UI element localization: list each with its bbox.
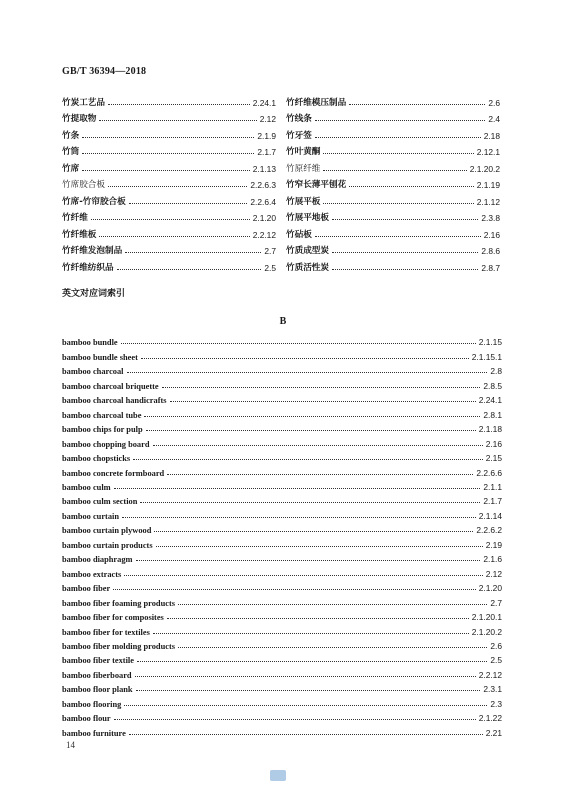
en-index-entry <box>62 391 502 405</box>
index-term: 竹纤维板 <box>62 229 97 240</box>
clause-number: 2.15 <box>485 453 502 464</box>
dot-leader <box>141 357 469 359</box>
dot-leader <box>146 429 476 431</box>
en-index-entry <box>62 564 502 578</box>
index-term: bamboo diaphragm <box>62 555 133 565</box>
dot-leader <box>114 718 476 720</box>
cn-index-entry <box>286 207 500 224</box>
page-number: 14 <box>66 740 75 750</box>
clause-number: 2.1.12 <box>476 196 500 207</box>
index-term: 竹纤维模压制品 <box>286 97 347 108</box>
en-index-entry <box>62 723 502 737</box>
clause-number: 2.1.15 <box>478 337 502 348</box>
clause-number: 2.2.12 <box>478 669 502 680</box>
dot-leader <box>178 646 487 648</box>
clause-number: 2.3.8 <box>481 213 500 223</box>
cn-index-entry <box>62 91 276 108</box>
index-term: bamboo charcoal <box>62 367 124 377</box>
clause-number: 2.8.5 <box>483 380 502 391</box>
dot-leader <box>113 588 476 590</box>
en-index-entry <box>62 535 502 549</box>
clause-number: 2.2.6.2 <box>476 525 502 536</box>
dot-leader <box>167 617 469 619</box>
clause-number: 2.1.6 <box>483 554 502 565</box>
cn-index-entry <box>62 240 276 257</box>
index-term: 竹炭工艺品 <box>62 97 105 108</box>
clause-number: 2.16 <box>485 438 502 449</box>
index-term: bamboo fiberboard <box>62 670 132 680</box>
en-index-entry <box>62 694 502 708</box>
cn-index-entry <box>286 108 500 125</box>
cn-index-entry <box>286 190 500 207</box>
index-term: bamboo fiber foaming products <box>62 598 175 608</box>
en-index-entry <box>62 376 502 390</box>
dot-leader <box>82 169 250 171</box>
watermark-logo <box>270 770 286 781</box>
en-index-entry <box>62 434 502 448</box>
english-index-title: 英文对应词索引 <box>62 289 126 299</box>
index-term: bamboo curtain <box>62 511 120 521</box>
dot-leader <box>129 733 483 735</box>
dot-leader <box>121 342 476 344</box>
clause-number: 2.6 <box>488 97 500 108</box>
clause-number: 2.8.6 <box>481 246 500 256</box>
clause-number: 2.5 <box>264 262 276 273</box>
dot-leader <box>122 516 476 518</box>
cn-index-entry <box>286 240 500 257</box>
cn-index-entry <box>286 91 500 108</box>
dot-leader <box>167 473 473 475</box>
dot-leader <box>108 185 247 187</box>
index-term: bamboo curtain products <box>62 540 153 550</box>
index-term: 竹质成型炭 <box>286 246 329 256</box>
cn-index-entry <box>286 141 500 158</box>
en-index-entry <box>62 593 502 607</box>
clause-number: 2.2.6.3 <box>250 180 276 190</box>
en-index-entry <box>62 651 502 665</box>
cn-index-entry <box>286 174 500 191</box>
dot-leader <box>332 218 478 220</box>
en-index-entry <box>62 420 502 434</box>
index-term: 竹牙签 <box>286 130 312 141</box>
clause-number: 2.1.20 <box>478 583 502 594</box>
en-index-entry <box>62 405 502 419</box>
en-index-entry <box>62 506 502 520</box>
index-term: bamboo furniture <box>62 728 126 738</box>
dot-leader <box>178 603 487 605</box>
dot-leader <box>117 268 262 270</box>
clause-number: 2.1.14 <box>478 510 502 521</box>
clause-number: 2.16 <box>483 229 500 240</box>
en-index-entry <box>62 362 502 376</box>
dot-leader <box>99 119 256 121</box>
index-term: bamboo chopsticks <box>62 454 131 464</box>
index-term: bamboo curtain plywood <box>62 526 152 536</box>
dot-leader <box>114 487 481 489</box>
cn-index-entry <box>62 124 276 141</box>
dot-leader <box>153 632 469 634</box>
clause-number: 2.1.20 <box>252 213 276 223</box>
clause-number: 2.7 <box>264 246 276 256</box>
clause-number: 2.18 <box>483 130 500 141</box>
index-term: 竹质活性炭 <box>286 262 329 273</box>
dot-leader <box>99 235 249 237</box>
en-index-entry <box>62 665 502 679</box>
clause-number: 2.1.20.1 <box>471 612 502 623</box>
dot-leader <box>315 136 481 138</box>
clause-number: 2.2.6.4 <box>250 196 276 207</box>
index-term: bamboo charcoal handicrafts <box>62 396 167 406</box>
clause-number: 2.1.20.2 <box>469 163 500 174</box>
cn-index-entry <box>286 256 500 273</box>
clause-number: 2.1.22 <box>478 713 502 724</box>
clause-number: 2.1.15.1 <box>471 351 502 362</box>
index-term: 竹展平地板 <box>286 213 329 223</box>
clause-number: 2.3.1 <box>483 684 502 695</box>
index-term: 竹窄长薄平刨花 <box>286 180 347 190</box>
index-term: 竹线条 <box>286 114 312 124</box>
index-term: bamboo bundle sheet <box>62 352 138 362</box>
cn-index-right-column <box>286 91 500 273</box>
en-index-entry <box>62 347 502 361</box>
dot-leader <box>136 689 481 691</box>
dot-leader <box>82 136 254 138</box>
en-index-entry <box>62 637 502 651</box>
index-term: bamboo culm <box>62 482 111 492</box>
dot-leader <box>140 501 480 503</box>
index-term: 竹筒 <box>62 147 80 157</box>
clause-number: 2.19 <box>485 539 502 550</box>
dot-leader <box>129 202 248 204</box>
clause-number: 2.12 <box>485 568 502 579</box>
cn-index-entry <box>62 108 276 125</box>
letter-heading: B <box>279 316 287 327</box>
dot-leader <box>124 704 487 706</box>
clause-number: 2.8.7 <box>481 262 500 273</box>
index-term: 竹席-竹帘胶合板 <box>62 196 126 207</box>
dot-leader <box>124 574 482 576</box>
index-term: 竹砧板 <box>286 229 312 240</box>
cn-index-entry <box>286 157 500 174</box>
en-index-entry <box>62 622 502 636</box>
index-term: bamboo flour <box>62 714 111 724</box>
dot-leader <box>170 400 476 402</box>
dot-leader <box>162 386 481 388</box>
en-index-entry <box>62 608 502 622</box>
cn-index-entry <box>62 190 276 207</box>
index-term: 竹提取物 <box>62 114 97 124</box>
en-index-entry <box>62 709 502 723</box>
index-term: 竹展平板 <box>286 196 321 207</box>
cn-index-entry <box>62 223 276 240</box>
dot-leader <box>133 458 483 460</box>
index-term: bamboo extracts <box>62 569 122 579</box>
dot-leader <box>323 202 473 204</box>
dot-leader <box>315 119 486 121</box>
clause-number: 2.5 <box>490 655 502 666</box>
index-term: 竹席胶合板 <box>62 180 105 190</box>
dot-leader <box>323 169 466 171</box>
clause-number: 2.21 <box>485 727 502 738</box>
en-index-entry <box>62 680 502 694</box>
dot-leader <box>332 251 478 253</box>
en-index-entry <box>62 449 502 463</box>
cn-index-entry <box>286 124 500 141</box>
dot-leader <box>156 545 483 547</box>
index-term: bamboo concrete formboard <box>62 468 165 478</box>
clause-number: 2.1.7 <box>257 147 276 157</box>
cn-index-entry <box>62 141 276 158</box>
en-index-entry <box>62 521 502 535</box>
clause-number: 2.7 <box>490 597 502 608</box>
dot-leader <box>136 559 481 561</box>
clause-number: 2.1.9 <box>257 130 276 141</box>
clause-number: 2.2.6.6 <box>476 467 502 478</box>
index-term: 竹条 <box>62 130 80 141</box>
index-term: bamboo fiber for composites <box>62 613 164 623</box>
index-term: 竹纤维 <box>62 213 88 223</box>
en-index-entry <box>62 478 502 492</box>
dot-leader <box>137 660 487 662</box>
index-term: bamboo fiber textile <box>62 656 134 666</box>
dot-leader <box>154 530 473 532</box>
cn-index-left-column <box>62 91 276 273</box>
index-term: bamboo culm section <box>62 497 138 507</box>
index-term: bamboo chopping board <box>62 439 150 449</box>
clause-number: 2.1.7 <box>483 496 502 507</box>
clause-number: 2.3 <box>490 698 502 709</box>
clause-number: 2.24.1 <box>252 97 276 108</box>
dot-leader <box>91 218 250 220</box>
clause-number: 2.12.1 <box>476 147 500 157</box>
dot-leader <box>349 103 485 105</box>
clause-number: 2.8 <box>490 366 502 377</box>
clause-number: 2.1.19 <box>476 180 500 190</box>
cn-index-entry <box>62 256 276 273</box>
clause-number: 2.4 <box>488 114 500 124</box>
english-index-list <box>62 333 502 738</box>
index-term: bamboo charcoal briquette <box>62 381 159 391</box>
dot-leader <box>323 152 473 154</box>
clause-number: 2.24.1 <box>478 395 502 406</box>
index-term: bamboo charcoal tube <box>62 410 142 420</box>
index-term: 竹席 <box>62 163 80 174</box>
clause-number: 2.1.18 <box>478 424 502 435</box>
clause-number: 2.1.1 <box>483 481 502 492</box>
clause-number: 2.2.12 <box>252 229 276 240</box>
clause-number: 2.1.13 <box>252 163 276 174</box>
index-term: bamboo fiber molding products <box>62 641 176 651</box>
index-term: bamboo fiber <box>62 584 111 594</box>
clause-number: 2.1.20.2 <box>471 626 502 637</box>
en-index-entry <box>62 333 502 347</box>
clause-number: 2.12 <box>259 114 276 124</box>
index-term: bamboo chips for pulp <box>62 425 143 435</box>
index-term: 竹原纤维 <box>286 163 321 174</box>
dot-leader <box>349 185 474 187</box>
index-term: 竹纤维发泡制品 <box>62 246 123 256</box>
cn-index-entry <box>62 174 276 191</box>
dot-leader <box>144 415 480 417</box>
en-index-entry <box>62 463 502 477</box>
en-index-entry <box>62 550 502 564</box>
index-term: bamboo fiber for textiles <box>62 627 150 637</box>
clause-number: 2.6 <box>490 640 502 651</box>
index-term: bamboo bundle <box>62 338 118 348</box>
dot-leader <box>153 444 483 446</box>
en-index-entry <box>62 492 502 506</box>
cn-index-entry <box>62 157 276 174</box>
dot-leader <box>125 251 261 253</box>
index-term: 竹纤维纺织品 <box>62 262 114 273</box>
cn-index-entry <box>62 207 276 224</box>
dot-leader <box>127 371 488 373</box>
dot-leader <box>135 675 476 677</box>
standard-number: GB/T 36394—2018 <box>62 66 147 77</box>
index-term: bamboo floor plank <box>62 685 133 695</box>
en-index-entry <box>62 579 502 593</box>
index-term: 竹叶黄酮 <box>286 147 321 157</box>
dot-leader <box>82 152 254 154</box>
cn-index-entry <box>286 223 500 240</box>
clause-number: 2.8.1 <box>483 409 502 420</box>
dot-leader <box>108 103 250 105</box>
dot-leader <box>332 268 478 270</box>
index-term: bamboo flooring <box>62 699 122 709</box>
dot-leader <box>315 235 481 237</box>
